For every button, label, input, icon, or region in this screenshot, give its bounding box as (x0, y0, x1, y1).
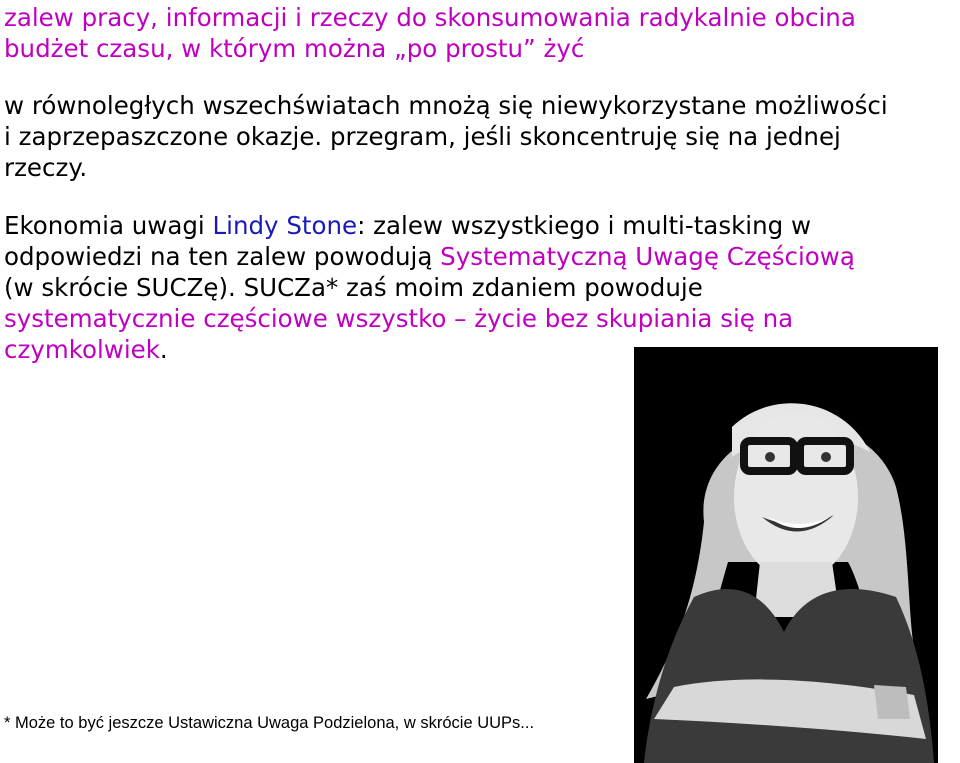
person-portrait-photo (634, 347, 938, 763)
parallel-worlds-paragraph (4, 90, 888, 183)
economy-line-1-end: : zalew wszystkiego i multi-tasking w (357, 211, 811, 240)
economy-line-3: (w skrócie SUCZę). SUCZa* zaś moim zdaniem powoduje (4, 273, 703, 302)
intro-paragraph (4, 2, 856, 64)
intro-line-2: budżet czasu, w którym można „po prostu” żyć (4, 34, 585, 63)
footnote: * Może to być jeszcze Ustawiczna Uwaga Podzielona, w skrócie UUPs... (4, 714, 535, 732)
lindy-stone-name: Lindy Stone (212, 211, 358, 240)
economy-line-1-start: Ekonomia uwagi (4, 211, 213, 240)
economy-line-2 (4, 241, 855, 272)
parallel-line-3: rzeczy. (4, 153, 88, 182)
systematic-partial-attention-term: Systematyczną Uwagę Częściową (440, 242, 855, 271)
intro-line-1: zalew pracy, informacji i rzeczy do skonsumowania radykalnie obcina (4, 3, 856, 32)
economy-line-1 (4, 210, 855, 241)
economy-line-5-period: . (159, 335, 168, 364)
czymkolwiek-term: czymkolwiek (4, 335, 160, 364)
attention-economy-paragraph (4, 210, 855, 365)
parallel-line-2: i zaprzepaszczone okazje. przegram, jeśli skoncentruję się na jednej (4, 122, 841, 151)
economy-line-2-start: odpowiedzi na ten zalew powodują (4, 242, 441, 271)
economy-line-4: systematycznie częściowe wszystko – życie bez skupiania się na (4, 304, 794, 333)
parallel-line-1: w równoległych wszechświatach mnożą się niewykorzystane możliwości (4, 91, 888, 120)
